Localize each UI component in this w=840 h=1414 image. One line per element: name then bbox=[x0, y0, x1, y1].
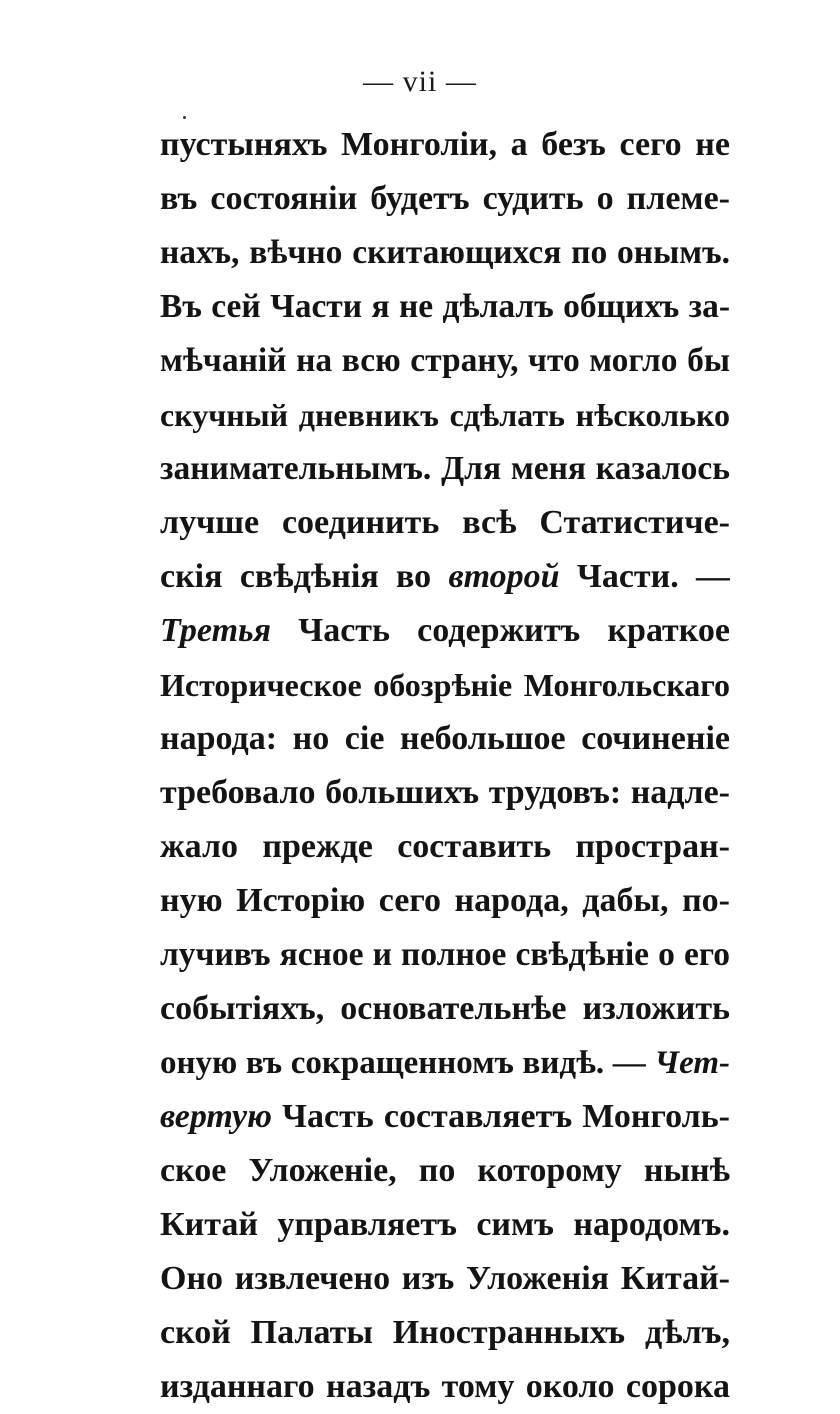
text-segment: Историческое обозрѣніе Монгольскаго bbox=[160, 667, 730, 703]
text-segment: пустыняхъ Монголіи, а безъ сего не bbox=[160, 126, 730, 163]
text-segment: скія свѣдѣнія во bbox=[160, 558, 449, 595]
text-line bbox=[160, 172, 730, 226]
text-segment: Часть содержитъ краткое bbox=[271, 612, 730, 649]
text-line bbox=[160, 1036, 730, 1090]
text-line bbox=[160, 1198, 730, 1252]
italic-segment: Чет- bbox=[654, 1045, 730, 1081]
text-line bbox=[160, 604, 730, 658]
text-line bbox=[160, 280, 730, 334]
page-number-header: — vii — bbox=[363, 65, 477, 98]
text-line bbox=[160, 442, 730, 496]
text-line bbox=[160, 1090, 730, 1144]
text-line bbox=[160, 1306, 730, 1360]
text-line bbox=[160, 388, 730, 442]
body-text bbox=[160, 118, 730, 1414]
text-segment: ское Уложеніе, по которому нынѣ bbox=[160, 1152, 730, 1189]
text-segment: требовало большихъ трудовъ: надле- bbox=[160, 774, 730, 811]
text-line bbox=[160, 874, 730, 928]
text-segment: оную въ сокращенномъ видѣ. — bbox=[160, 1045, 655, 1081]
text-segment: Часть составляетъ Монголь- bbox=[271, 1098, 730, 1135]
italic-segment: второй bbox=[448, 558, 560, 595]
text-segment: ную Исторію сего народа, дабы, по- bbox=[160, 882, 730, 919]
text-line bbox=[160, 928, 730, 982]
text-segment: Въ сей Части я не дѣлалъ общихъ за- bbox=[160, 288, 730, 325]
text-line bbox=[160, 118, 730, 172]
text-line bbox=[160, 712, 730, 766]
text-line bbox=[160, 1144, 730, 1198]
text-line bbox=[160, 766, 730, 820]
text-segment: Части. — bbox=[559, 558, 730, 595]
text-line bbox=[160, 658, 730, 712]
text-line bbox=[160, 496, 730, 550]
text-line bbox=[160, 1360, 730, 1414]
text-segment: мѣчаній на всю страну, что могло бы bbox=[160, 342, 730, 379]
text-line bbox=[160, 226, 730, 280]
text-segment: народа: но сіе небольшое сочиненіе bbox=[160, 720, 730, 757]
italic-segment: Третья bbox=[160, 612, 272, 649]
text-segment: нахъ, вѣчно скитающихся по онымъ. bbox=[160, 234, 730, 271]
italic-segment: вертую bbox=[160, 1098, 272, 1135]
text-line bbox=[160, 334, 730, 388]
text-segment: занимательнымъ. Для меня казалось bbox=[160, 450, 730, 487]
text-segment: скучный дневникъ сдѣлать нѣсколько bbox=[160, 397, 730, 433]
text-segment: лучивъ ясное и полное свѣдѣніе о его bbox=[160, 936, 730, 973]
text-line bbox=[160, 982, 730, 1036]
text-segment: лучше соединить всѣ Статистиче- bbox=[160, 504, 730, 541]
text-segment: жало прежде составить простран- bbox=[160, 828, 730, 865]
text-line bbox=[160, 550, 730, 604]
text-line bbox=[160, 1252, 730, 1306]
text-segment: ской Палаты Иностранныхъ дѣлъ, bbox=[160, 1314, 730, 1351]
text-segment: изданнаго назадъ тому около сорока bbox=[160, 1368, 730, 1405]
text-segment: Китай управляетъ симъ народомъ. bbox=[160, 1206, 730, 1243]
text-segment: въ состояніи будетъ судить о племе- bbox=[160, 180, 730, 217]
text-segment: Оно извлечено изъ Уложенія Китай- bbox=[160, 1260, 730, 1297]
text-segment: событіяхъ, основательнѣе изложить bbox=[160, 990, 730, 1027]
text-line bbox=[160, 820, 730, 874]
